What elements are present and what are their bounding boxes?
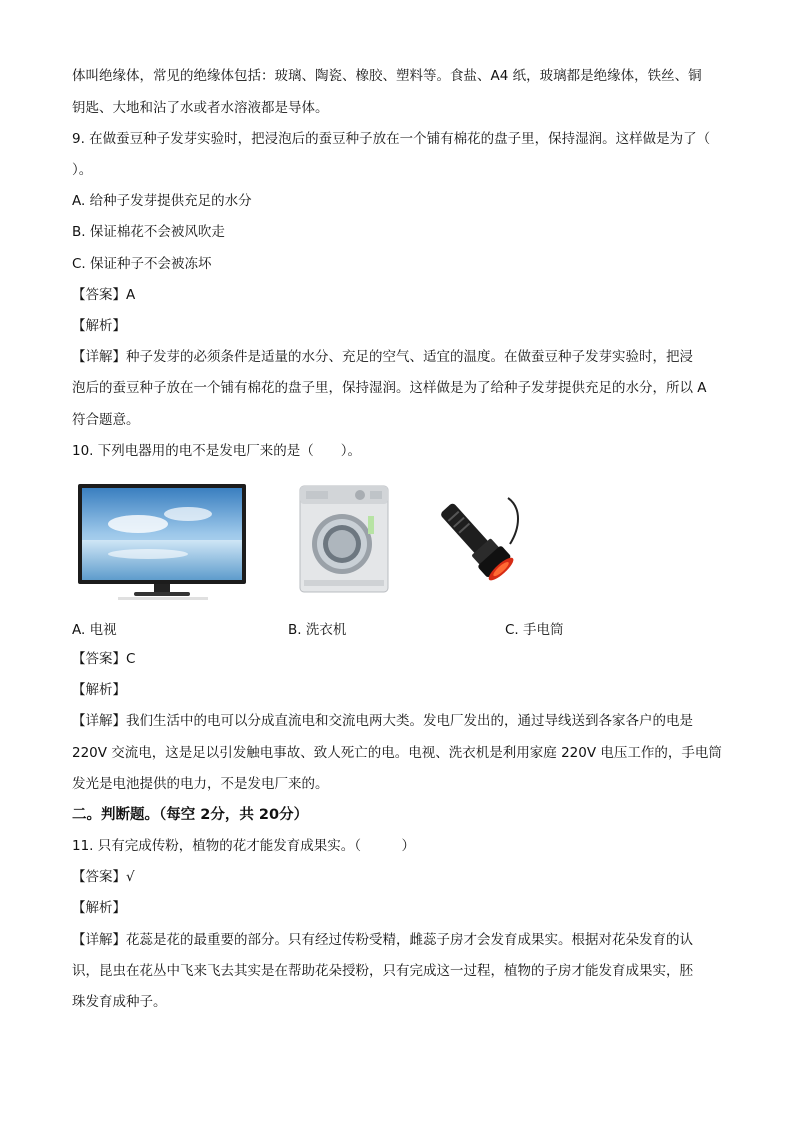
q10-detail-line-1: 【详解】我们生活中的电可以分成直流电和交流电两大类。发电厂发出的，通过导线送到各家各户的电是	[72, 713, 693, 729]
washing-machine-image	[298, 484, 390, 594]
q9-detail-line-3: 符合题意。	[72, 412, 140, 428]
intro-line-1: 体叫绝缘体，常见的绝缘体包括：玻璃、陶瓷、橡胶、塑料等。食盐、A4 纸，玻璃都是绝缘体，铁丝、铜	[72, 68, 702, 84]
q9-stem-line-2: ）。	[72, 162, 93, 178]
q9-option-b: B. 保证棉花不会被风吹走	[72, 224, 225, 240]
q9-detail-line-1: 【详解】种子发芽的必须条件是适量的水分、充足的空气、适宜的温度。在做蚕豆种子发芽实验时，把浸	[72, 349, 693, 365]
q10-option-a: A. 电视	[72, 622, 117, 638]
q11-detail-line-3: 珠发育成种子。	[72, 994, 167, 1010]
q10-stem: 10. 下列电器用的电不是发电厂来的是（ ）。	[72, 443, 362, 459]
q11-analysis-label: 【解析】	[72, 900, 126, 916]
q9-stem-line-1: 9. 在做蚕豆种子发芽实验时，把浸泡后的蚕豆种子放在一个铺有棉花的盘子里，保持湿润。这样做是为了（	[72, 131, 711, 147]
q9-answer: 【答案】A	[72, 287, 136, 303]
q10-detail-line-3: 发光是电池提供的电力，不是发电厂来的。	[72, 776, 329, 792]
section-2-heading: 二。判断题。（每空 2分，共 20分）	[72, 807, 309, 823]
tv-image	[78, 484, 246, 602]
q11-stem: 11. 只有完成传粉，植物的花才能发育成果实。（ ）	[72, 838, 416, 854]
q10-option-b: B. 洗衣机	[288, 622, 347, 638]
q11-detail-line-2: 识，昆虫在花丛中飞来飞去其实是在帮助花朵授粉，只有完成这一过程，植物的子房才能发育成果实，胚	[72, 963, 693, 979]
q10-detail-line-2: 220V 交流电，这是足以引发触电事故、致人死亡的电。电视、洗衣机是利用家庭 220V 电压工作的，手电筒	[72, 745, 722, 761]
q9-detail-line-2: 泡后的蚕豆种子放在一个铺有棉花的盘子里，保持湿润。这样做是为了给种子发芽提供充足的水分，所以 A	[72, 380, 707, 396]
q9-analysis-label: 【解析】	[72, 318, 126, 334]
q9-option-a: A. 给种子发芽提供充足的水分	[72, 193, 252, 209]
flashlight-image	[430, 484, 526, 588]
intro-line-2: 钥匙、大地和沾了水或者水溶液都是导体。	[72, 100, 329, 116]
q11-detail-line-1: 【详解】花蕊是花的最重要的部分。只有经过传粉受精，雌蕊子房才会发育成果实。根据对花朵发育的认	[72, 932, 693, 948]
q10-answer: 【答案】C	[72, 651, 136, 667]
q10-option-c: C. 手电筒	[505, 622, 564, 638]
q11-answer: 【答案】√	[72, 869, 135, 885]
q10-analysis-label: 【解析】	[72, 682, 126, 698]
q9-option-c: C. 保证种子不会被冻坏	[72, 256, 212, 272]
